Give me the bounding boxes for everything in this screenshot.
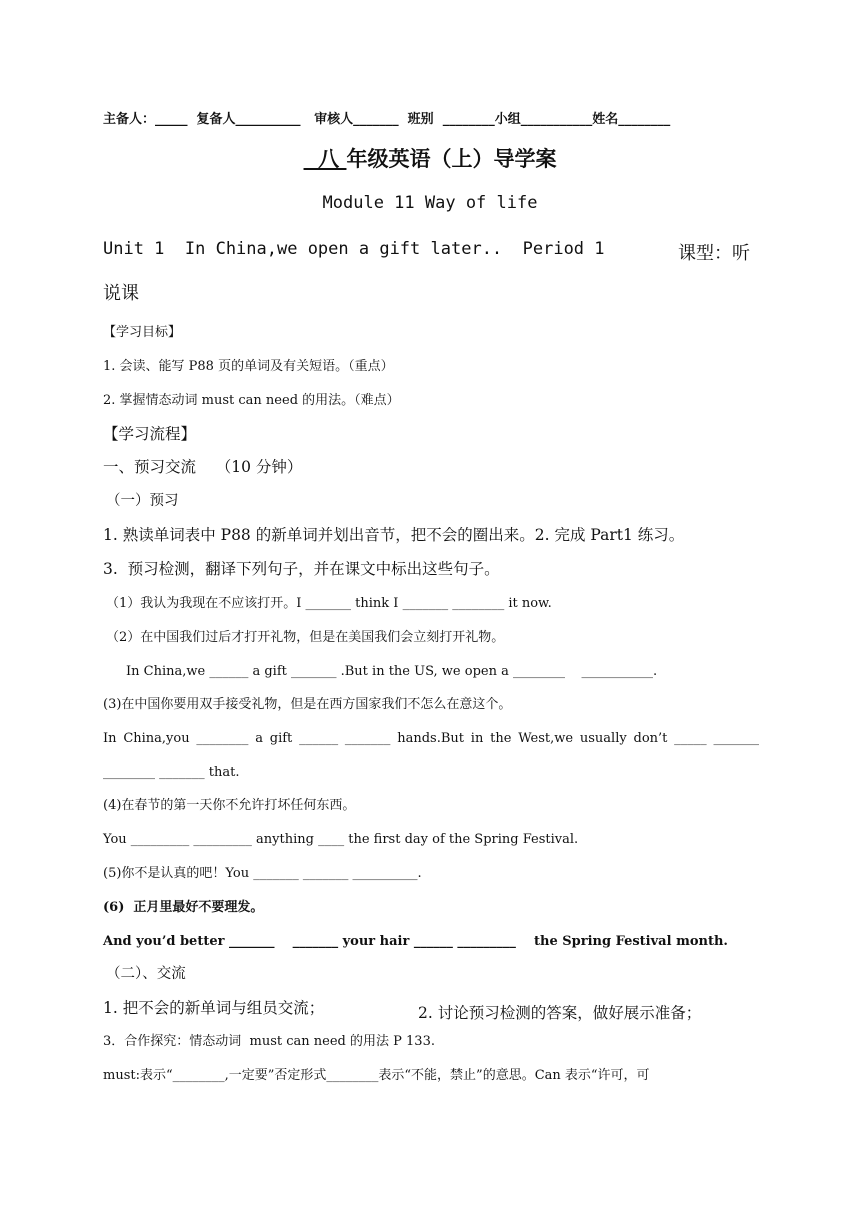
goals-heading: 【学习目标】 xyxy=(103,325,182,340)
step-three: 3. 预习检测，翻译下列句子，并在课文中标出这些句子。 xyxy=(103,560,500,578)
question-3-chinese: (3)在中国你要用双手接受礼物，但是在西方国家我们不怎么在意这个。 xyxy=(103,697,512,712)
question-3-english-line-2: ________ _______ that. xyxy=(103,765,240,780)
must-usage-line: must:表示“________,一定要”否定形式________表示“不能，禁止”的意思。Can 表示“许可，可 xyxy=(103,1068,650,1083)
module-line: Module 11 Way of life xyxy=(322,193,538,213)
question-4-chinese: (4)在春节的第一天你不允许打坏任何东西。 xyxy=(103,798,356,813)
step-one: 1. 熟读单词表中 P88 的新单词并划出音节，把不会的圈出来。2. 完成 Part1 练习。 xyxy=(103,526,685,544)
question-5: (5)你不是认真的吧！You _______ _______ __________. xyxy=(103,866,422,881)
preview-subheading: （一）预习 xyxy=(106,493,179,509)
preparers-line: 主备人：_____ 复备人__________ 审核人_______ 班别 ________小组___________姓名________ xyxy=(103,112,671,127)
question-1: （1）我认为我现在不应该打开。I _______ think I _______ ________ it now. xyxy=(106,596,552,611)
goal-item: 2. 掌握情态动词 must can need 的用法。（难点） xyxy=(103,393,400,408)
question-6-chinese: (6) 正月里最好不要理发。 xyxy=(103,900,264,915)
question-6-english: And you’d better _______ _______ your hair ______ _________ the Spring Festival month. xyxy=(103,934,728,949)
unit-line: Unit 1 In China,we open a gift later.. Period 1 xyxy=(103,239,605,259)
question-2-chinese: （2）在中国我们过后才打开礼物，但是在美国我们会立刻打开礼物。 xyxy=(106,630,505,645)
grade-blank: 八 xyxy=(303,147,347,171)
goal-item: 1. 会读、能写 P88 页的单词及有关短语。（重点） xyxy=(103,359,394,374)
question-4-english: You _________ _________ anything ____ the first day of the Spring Festival. xyxy=(103,832,579,847)
page-title xyxy=(0,149,860,170)
cooperation-line: 3．合作探究：情态动词 must can need 的用法 P 133. xyxy=(103,1034,435,1049)
process-heading: 【学习流程】 xyxy=(103,425,197,443)
question-2-english: In China,we ______ a gift _______ .But in the US, we open a ________ ___________. xyxy=(126,664,658,679)
exchange-item-1: 1. 把不会的新单词与组员交流； xyxy=(103,999,325,1017)
part-one-heading: 一、预习交流 （10 分钟） xyxy=(103,458,303,476)
lesson-type: 课型：听 xyxy=(678,243,750,264)
lesson-type-continued: 说课 xyxy=(103,283,139,304)
question-3-english-line-1: In China,you ________ a gift ______ _______ hands.But in the West,we usually don’t _____ _______ xyxy=(103,731,759,746)
exchange-item-2: 2. 讨论预习检测的答案，做好展示准备； xyxy=(418,1004,702,1022)
title-text: 年级英语（上）导学案 xyxy=(346,147,557,171)
exchange-subheading: （二）、交流 xyxy=(106,966,186,982)
